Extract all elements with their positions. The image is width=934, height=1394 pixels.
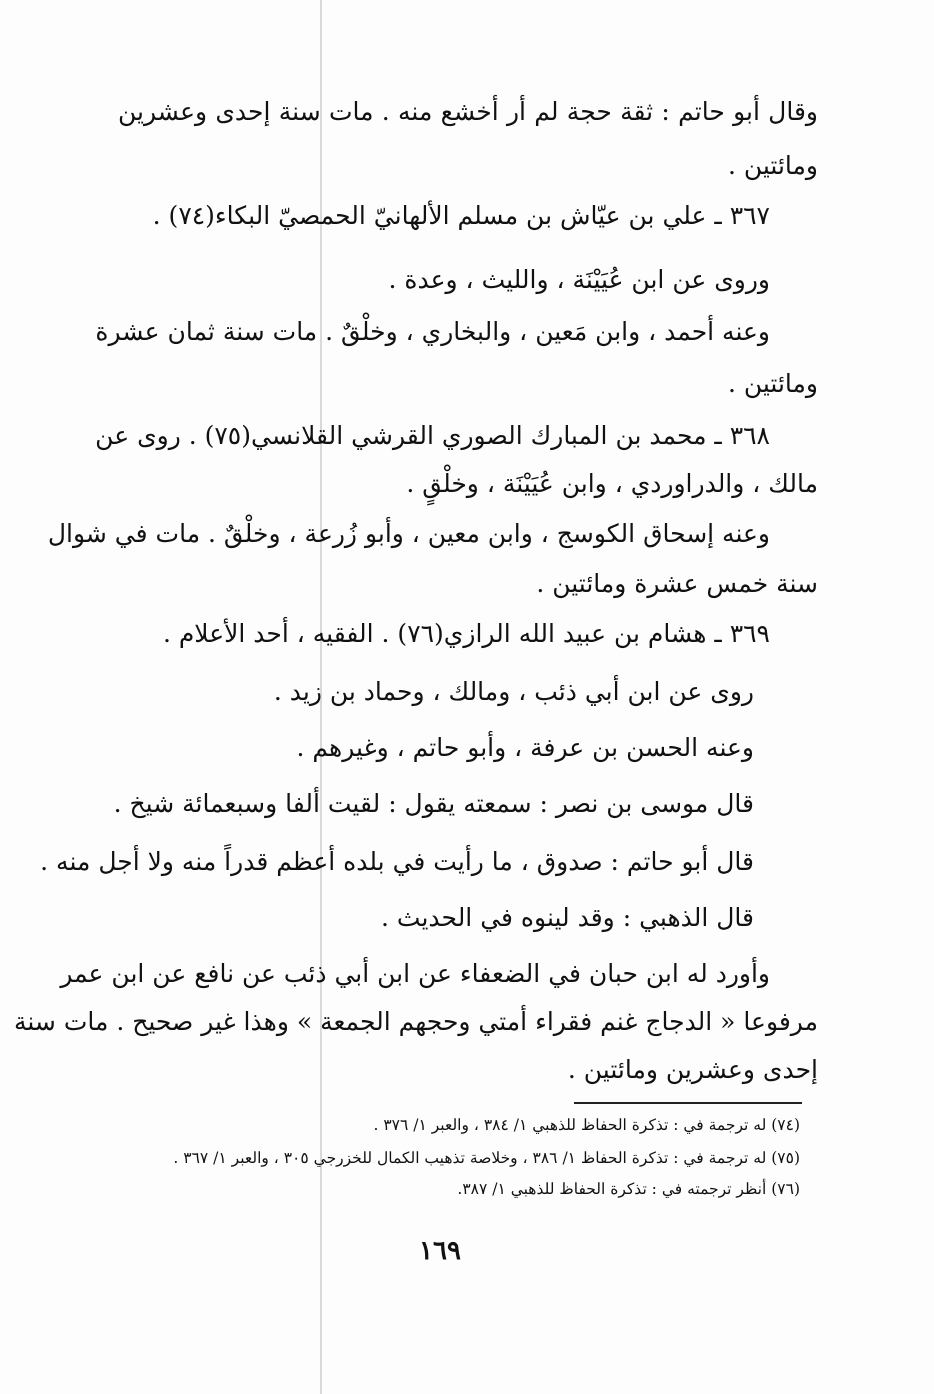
body-line-6: ومائتين . <box>727 369 818 398</box>
body-line-9: وعنه إسحاق الكوسج ، وابن معين ، وأبو زُرعة ، وخلْقٌ . مات في شوال <box>47 519 770 548</box>
body-line-15: قال أبو حاتم : صدوق ، ما رأيت في بلده أعظم قدراً منه ولا أجل منه . <box>40 847 754 876</box>
body-line-13: وعنه الحسن بن عرفة ، وأبو حاتم ، وغيرهم . <box>296 733 754 762</box>
body-line-5: وعنه أحمد ، وابن مَعين ، والبخاري ، وخلْقٌ . مات سنة ثمان عشرة <box>95 317 770 346</box>
body-line-12: روى عن ابن أبي ذئب ، ومالك ، وحماد بن زيد . <box>273 677 754 706</box>
body-line-4: وروى عن ابن عُيَيْنَة ، والليث ، وعدة . <box>388 265 770 294</box>
entry-369-heading: ٣٦٩ ـ هشام بن عبيد الله الرازي(٧٦) . الفقيه ، أحد الأعلام . <box>162 619 770 648</box>
body-line-2: ومائتين . <box>727 151 818 180</box>
entry-368-heading: ٣٦٨ ـ محمد بن المبارك الصوري القرشي القلانسي(٧٥) . روى عن <box>95 421 770 450</box>
footnote-74: (٧٤) له ترجمة في : تذكرة الحفاظ للذهبي ١/ ٣٨٤ ، والعبر ١/ ٣٧٦ . <box>373 1116 800 1134</box>
body-line-10: سنة خمس عشرة ومائتين . <box>536 569 818 598</box>
body-line-18: مرفوعا « الدجاج غنم فقراء أمتي وحجهم الجمعة » وهذا غير صحيح . مات سنة <box>13 1007 818 1036</box>
body-line-16: قال الذهبي : وقد لينوه في الحديث . <box>381 903 754 932</box>
entry-367-heading: ٣٦٧ ـ علي بن عيّاش بن مسلم الألهانيّ الحمصيّ البكاء(٧٤) . <box>152 201 770 230</box>
footnote-separator <box>574 1102 802 1104</box>
footnote-75: (٧٥) له ترجمة في : تذكرة الحفاظ ١/ ٣٨٦ ، وخلاصة تذهيب الكمال للخزرجي ٣٠٥ ، والعبر ١/ ٣٦٧ . <box>173 1149 800 1167</box>
footnote-76: (٧٦) أنظر ترجمته في : تذكرة الحفاظ للذهبي ١/ ٣٨٧. <box>457 1180 800 1198</box>
body-line-17: وأورد له ابن حبان في الضعفاء عن ابن أبي ذئب عن نافع عن ابن عمر <box>60 959 770 988</box>
body-line-19: إحدى وعشرين ومائتين . <box>567 1055 818 1084</box>
body-line-14: قال موسى بن نصر : سمعته يقول : لقيت ألفا وسبعمائة شيخ . <box>113 789 754 818</box>
body-line-1: وقال أبو حاتم : ثقة حجة لم أر أخشع منه . مات سنة إحدى وعشرين <box>118 97 818 126</box>
body-line-8: مالك ، والدراوردي ، وابن عُيَيْنَة ، وخلْقٍ . <box>406 469 818 498</box>
page-number: ١٦٩ <box>419 1236 461 1266</box>
